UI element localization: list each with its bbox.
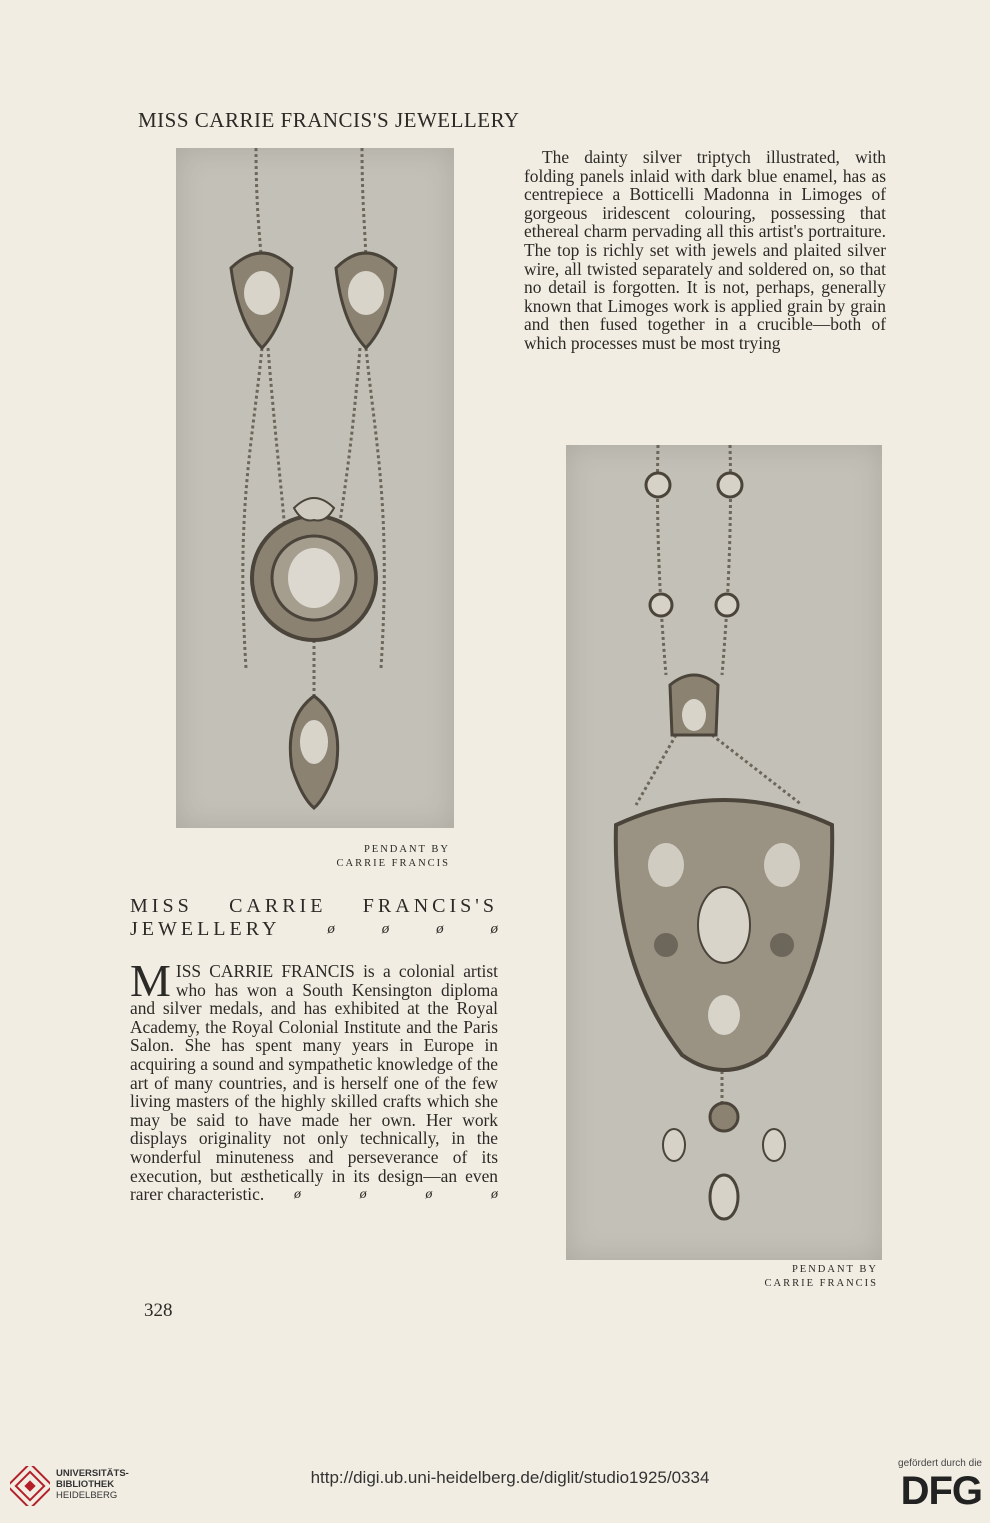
- library-name-1: UNIVERSITÄTS-: [56, 1468, 129, 1479]
- article-heading-line2: [130, 918, 498, 940]
- leaf-ornament-icon: ø: [294, 1186, 301, 1202]
- drop-cap: M: [130, 955, 171, 1006]
- pendant-photo-left: [176, 148, 454, 828]
- right-column-text: [524, 148, 886, 353]
- article-paragraph: [130, 955, 498, 1205]
- caption-left-line1: PENDANT BY: [363, 844, 450, 855]
- running-head: MISS CARRIE FRANCIS'S JEWELLERY: [138, 108, 520, 132]
- leaf-ornament-icon: ø: [425, 1186, 433, 1202]
- article-body: [130, 955, 498, 1205]
- caption-right-line1: PENDANT BY: [791, 1264, 878, 1275]
- library-name-3: HEIDELBERG: [56, 1490, 118, 1501]
- leaf-ornament-icon: ø: [381, 921, 390, 937]
- caption-right-line2: CARRIE FRANCIS: [764, 1278, 878, 1289]
- library-name-2: BIBLIOTHEK: [56, 1479, 115, 1490]
- leaf-ornament-icon: ø: [490, 1186, 498, 1202]
- caption-left: [300, 843, 450, 871]
- heading-word-1: MISS: [130, 895, 193, 917]
- leaf-ornament-icon: ø: [327, 921, 335, 937]
- page-number: 328: [144, 1300, 173, 1321]
- heading-word-3: FRANCIS'S: [362, 895, 498, 917]
- leaf-ornament-icon: ø: [436, 921, 444, 937]
- library-logo-icon: [10, 1466, 50, 1506]
- article-heading: [130, 895, 498, 940]
- library-logo: [10, 1462, 150, 1510]
- dfg-logo: DFG: [900, 1469, 982, 1513]
- heading-word-4: JEWELLERY: [130, 918, 281, 940]
- leaf-ornament-icon: ø: [359, 1186, 367, 1202]
- article-body-text: ISS CARRIE FRANCIS is a colonial artist who has won a South Kensington diploma and silver medals, and has exhibited at the Royal Academy, the Royal Colonial Institute and the Paris Salon. She has spent many years in Europe in acquiring a sound and sympathetic knowledge of the art of many countries, and is herself one of the few living masters of the highly skilled crafts which she may be said to have made her own. Her work displays originality not only technically, in the wonderful minuteness and perseverance of its execution, but æsthetically in its design—an even rarer characteristic.: [130, 961, 498, 1205]
- pendant-illustration-left: [176, 148, 454, 828]
- leaf-ornament-icon: ø: [490, 921, 498, 937]
- funded-by-text: gefördert durch die: [898, 1458, 982, 1469]
- heading-word-2: CARRIE: [229, 895, 327, 917]
- caption-left-line2: CARRIE FRANCIS: [336, 858, 450, 869]
- source-url-link[interactable]: http://digi.ub.uni-heidelberg.de/diglit/studio1925/0334: [310, 1468, 710, 1487]
- right-column-paragraph: The dainty silver triptych illustrated, with folding panels inlaid with dark blue enamel, has as centrepiece a Botticelli Madonna in Limoges of gorgeous iridescent colouring, possessing that ethereal charm pervading all this artist's portraiture. The top is richly set with jewels and plaited silver wire, all twisted separately and soldered on, so that no detail is forgotten. It is not, perhaps, generally known that Limoges work is applied grain by grain and then fused together in a crucible—both of which processes must be most trying: [524, 147, 886, 353]
- pendant-photo-right: [566, 445, 882, 1260]
- pendant-illustration-right: [566, 445, 882, 1260]
- dfg-funding: [862, 1458, 982, 1518]
- article-heading-line1: [130, 895, 498, 917]
- caption-right: [700, 1263, 878, 1291]
